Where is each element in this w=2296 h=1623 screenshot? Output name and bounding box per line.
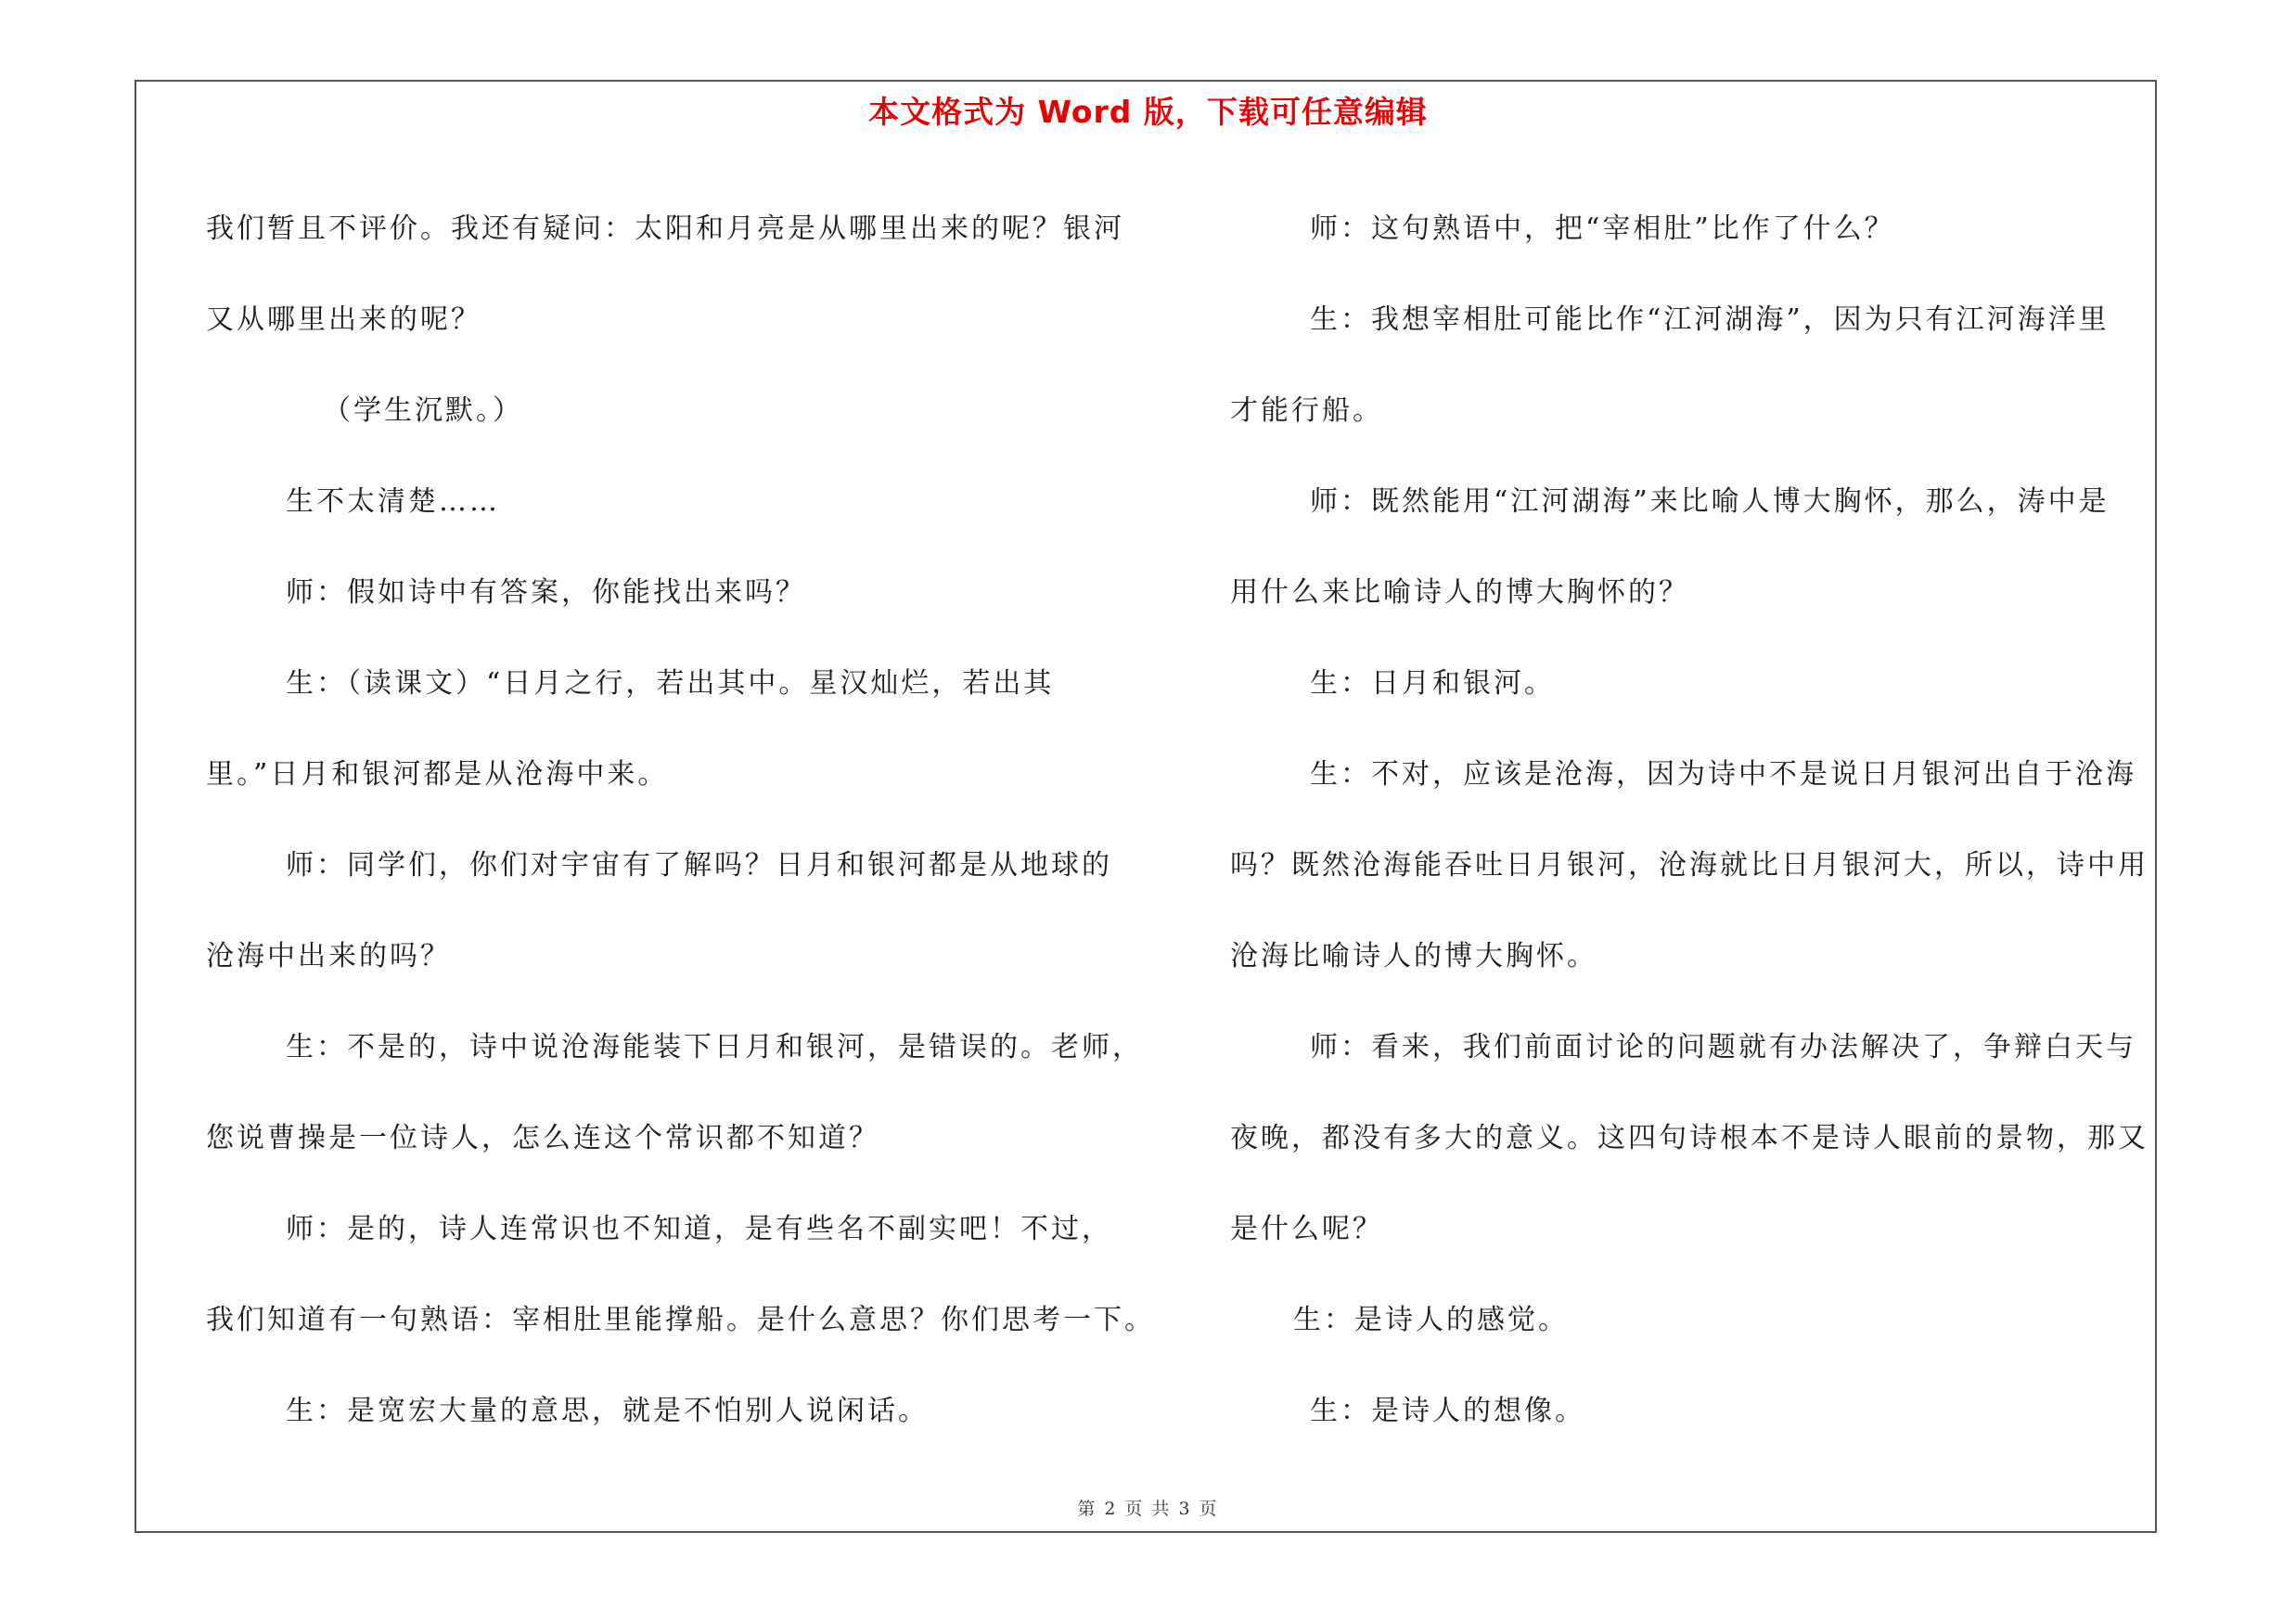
paragraph-line: 是什么呢？ bbox=[1230, 1213, 1383, 1245]
paragraph-line: 用什么来比喻诗人的博大胸怀的？ bbox=[1230, 576, 1689, 609]
paragraph-line: 师：看来，我们前面讨论的问题就有办法解决了，争辩白天与 bbox=[1310, 1031, 2136, 1063]
paragraph-line: 生：不是的，诗中说沧海能装下日月和银河，是错误的。老师， bbox=[286, 1031, 1143, 1063]
paragraph-line: 生：日月和银河。 bbox=[1310, 667, 1555, 700]
paragraph-line: 里。”日月和银河都是从沧海中来。 bbox=[206, 758, 669, 791]
paragraph-line: 师：这句熟语中，把“宰相肚”比作了什么？ bbox=[1310, 213, 1895, 245]
paragraph-line: 师：假如诗中有答案，你能找出来吗？ bbox=[286, 576, 806, 609]
paragraph-line: 您说曹操是一位诗人，怎么连这个常识都不知道？ bbox=[206, 1122, 879, 1154]
paragraph-line: 生：（读课文）“日月之行，若出其中。星汉灿烂，若出其 bbox=[286, 667, 1055, 700]
paragraph-line: 生：我想宰相肚可能比作“江河湖海”，因为只有江河海洋里 bbox=[1310, 303, 2110, 336]
paragraph-line: 又从哪里出来的呢？ bbox=[206, 303, 481, 336]
paragraph-line: 生：是宽宏大量的意思，就是不怕别人说闲话。 bbox=[286, 1395, 929, 1427]
document-header-title: 本文格式为 Word 版，下载可任意编辑 bbox=[868, 94, 1428, 130]
page-number-footer: 第 2 页 共 3 页 bbox=[1077, 1499, 1219, 1519]
paragraph-line: 生：是诗人的感觉。 bbox=[1293, 1304, 1569, 1336]
left-text-column bbox=[206, 184, 1155, 1457]
paragraph-line: 生不太清楚…… bbox=[286, 485, 500, 518]
paragraph-line: 我们暂且不评价。我还有疑问：太阳和月亮是从哪里出来的呢？银河 bbox=[206, 213, 1124, 245]
paragraph-line: 生：不对，应该是沧海，因为诗中不是说日月银河出自于沧海 bbox=[1310, 758, 2136, 791]
paragraph-line: 师：同学们，你们对宇宙有了解吗？日月和银河都是从地球的 bbox=[286, 849, 1112, 882]
paragraph-line: 沧海比喻诗人的博大胸怀。 bbox=[1230, 940, 1597, 973]
paragraph-line: 我们知道有一句熟语：宰相肚里能撑船。是什么意思？你们思考一下。 bbox=[206, 1304, 1155, 1336]
paragraph-line: 夜晚，都没有多大的意义。这四句诗根本不是诗人眼前的景物，那又 bbox=[1230, 1122, 2148, 1154]
paragraph-line: 沧海中出来的吗？ bbox=[206, 940, 451, 973]
paragraph-line: 生：是诗人的想像。 bbox=[1310, 1395, 1585, 1427]
paragraph-line: 师：既然能用“江河湖海”来比喻人博大胸怀，那么，涛中是 bbox=[1310, 485, 2110, 518]
paragraph-line: 吗？既然沧海能吞吐日月银河，沧海就比日月银河大，所以，诗中用 bbox=[1230, 849, 2148, 882]
paragraph-line: （学生沉默。） bbox=[323, 394, 523, 427]
paragraph-line: 才能行船。 bbox=[1230, 394, 1383, 427]
right-text-column bbox=[1230, 184, 2158, 1457]
paragraph-line: 师：是的，诗人连常识也不知道，是有些名不副实吧！不过， bbox=[286, 1213, 1112, 1245]
